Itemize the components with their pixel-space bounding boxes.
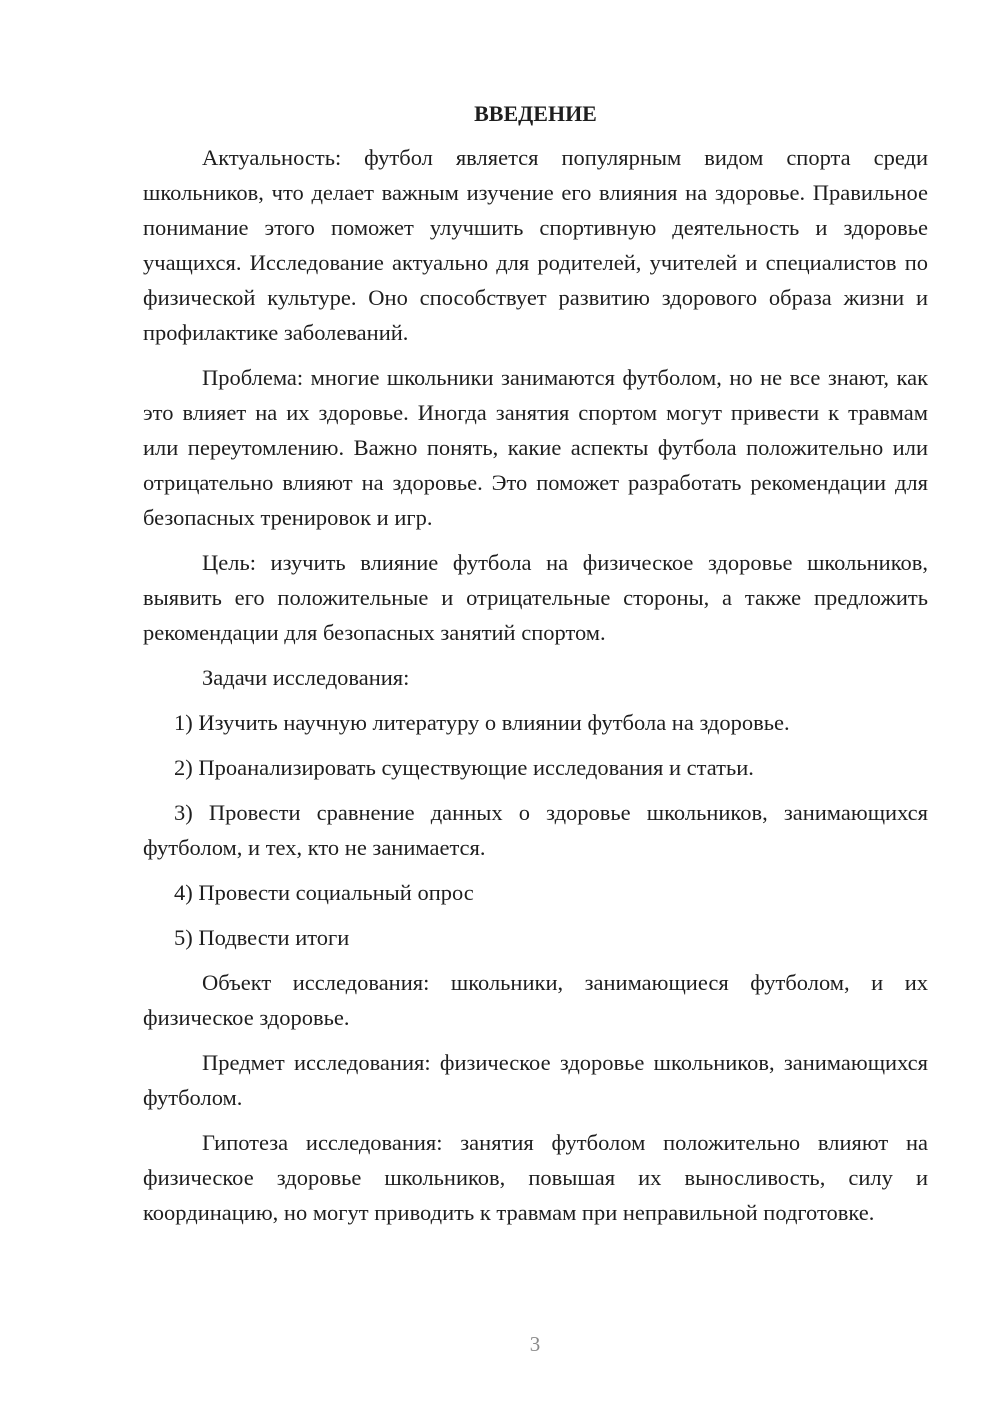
tasks-list xyxy=(143,705,928,955)
goal-paragraph: Цель: изучить влияние футбола на физическое здоровье школьников, выявить его положительные и отрицательные стороны, а также предложить рекомендации для безопасных занятий спортом. xyxy=(143,550,928,645)
hypothesis-paragraph: Гипотеза исследования: занятия футболом положительно влияют на физическое здоровье школьников, повышая их выносливость, силу и координацию, но могут приводить к травмам при неправильной подготовке. xyxy=(143,1130,928,1225)
section-title: ВВЕДЕНИЕ xyxy=(474,101,597,126)
task-item: 5) Подвести итоги xyxy=(174,925,350,950)
page-content xyxy=(143,96,928,1230)
problem-paragraph: Проблема: многие школьники занимаются футболом, но не все знают, как это влияет на их здоровье. Иногда занятия спортом могут привести к травмам или переутомлению. Важно понять, какие аспекты футбола положительно или отрицательно влияют на здоровье. Это поможет разработать рекомендации для безопасных тренировок и игр. xyxy=(143,365,928,530)
tasks-heading: Задачи исследования: xyxy=(202,665,410,690)
task-item: 4) Провести социальный опрос xyxy=(174,880,474,905)
relevance-paragraph: Актуальность: футбол является популярным видом спорта среди школьников, что делает важным изучение его влияния на здоровье. Правильное понимание этого поможет улучшить спортивную деятельность и здоровье учащихся. Исследование актуально для родителей, учителей и специалистов по физической культуре. Оно способствует развитию здорового образа жизни и профилактике заболеваний. xyxy=(143,145,928,345)
page-number: 3 xyxy=(529,1332,541,1356)
task-item: 3) Провести сравнение данных о здоровье школьников, занимающихся футболом, и тех, кто не занимается. xyxy=(143,800,928,860)
task-item: 1) Изучить научную литературу о влиянии футбола на здоровье. xyxy=(174,710,790,735)
task-item: 2) Проанализировать существующие исследования и статьи. xyxy=(174,755,754,780)
subject-paragraph: Предмет исследования: физическое здоровье школьников, занимающихся футболом. xyxy=(143,1050,928,1110)
object-paragraph: Объект исследования: школьники, занимающиеся футболом, и их физическое здоровье. xyxy=(143,970,928,1030)
